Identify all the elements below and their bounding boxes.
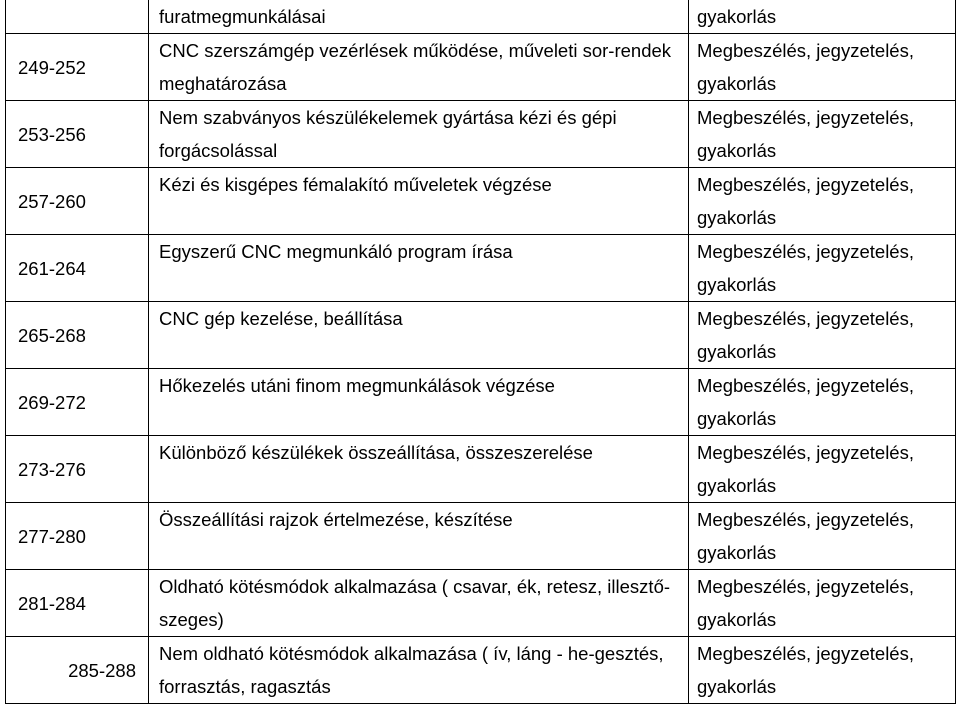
method-line: gyakorlás [697,676,777,697]
topic-cell: Nem szabványos készülékelemek gyártása kézi és gépi forgácsolással [149,101,689,168]
method-line: Megbeszélés, jegyzetelés, [697,107,914,128]
lesson-range-cell: 257-260 [6,168,149,235]
lesson-range-cell: 281-284 [6,570,149,637]
method-line: Megbeszélés, jegyzetelés, [697,40,914,61]
table-row [6,34,956,101]
method-line: gyakorlás [697,341,777,362]
method-cell [689,503,956,570]
topic-cell: Kézi és kisgépes fémalakító műveletek végzése [149,168,689,235]
method-cell [689,369,956,436]
table-row [6,503,956,570]
lesson-range-cell: 261-264 [6,235,149,302]
method-line: Megbeszélés, jegyzetelés, [697,442,914,463]
method-line: gyakorlás [697,73,777,94]
method-line: gyakorlás [697,475,777,496]
method-cell [689,34,956,101]
table-row [6,369,956,436]
method-line: Megbeszélés, jegyzetelés, [697,241,914,262]
topic-cell: Egyszerű CNC megmunkáló program írása [149,235,689,302]
method-cell [689,101,956,168]
method-line: gyakorlás [697,408,777,429]
method-line: Megbeszélés, jegyzetelés, [697,643,914,664]
topic-cell: Hőkezelés utáni finom megmunkálások végzése [149,369,689,436]
lesson-range-cell: 273-276 [6,436,149,503]
topic-cell: CNC gép kezelése, beállítása [149,302,689,369]
method-cell [689,637,956,704]
method-line: Megbeszélés, jegyzetelés, [697,308,914,329]
topic-cell: Különböző készülékek összeállítása, összeszerelése [149,436,689,503]
topic-cell: Összeállítási rajzok értelmezése, készítése [149,503,689,570]
method-cell [689,302,956,369]
method-line: gyakorlás [697,274,777,295]
method-line: Megbeszélés, jegyzetelés, [697,375,914,396]
topic-cell: CNC szerszámgép vezérlések működése, műveleti sor-rendek meghatározása [149,34,689,101]
method-cell [689,0,956,34]
method-cell [689,235,956,302]
lesson-range-cell: 249-252 [6,34,149,101]
table-row [6,637,956,704]
table-row [6,0,956,34]
curriculum-table [5,0,956,704]
table-row [6,302,956,369]
lesson-range-cell: 253-256 [6,101,149,168]
method-line: gyakorlás [697,140,777,161]
method-line: gyakorlás [697,207,777,228]
lesson-range-cell: 265-268 [6,302,149,369]
method-cell [689,570,956,637]
table-row [6,436,956,503]
lesson-range-cell: 269-272 [6,369,149,436]
method-line: Megbeszélés, jegyzetelés, [697,174,914,195]
table-row [6,168,956,235]
method-cell [689,436,956,503]
topic-cell: Nem oldható kötésmódok alkalmazása ( ív, láng - he-gesztés, forrasztás, ragasztás [149,637,689,704]
method-line: Megbeszélés, jegyzetelés, [697,576,914,597]
lesson-range-cell: 277-280 [6,503,149,570]
topic-cell: Oldható kötésmódok alkalmazása ( csavar, ék, retesz, illesztő-szeges) [149,570,689,637]
topic-cell: furatmegmunkálásai [149,0,689,34]
method-line: gyakorlás [697,542,777,563]
table-row [6,570,956,637]
table-row [6,235,956,302]
method-cell [689,168,956,235]
lesson-range-cell [6,0,149,34]
table-row [6,101,956,168]
method-line: gyakorlás [697,6,777,27]
method-line: Megbeszélés, jegyzetelés, [697,509,914,530]
lesson-range-cell: 285-288 [6,637,149,704]
method-line: gyakorlás [697,609,777,630]
